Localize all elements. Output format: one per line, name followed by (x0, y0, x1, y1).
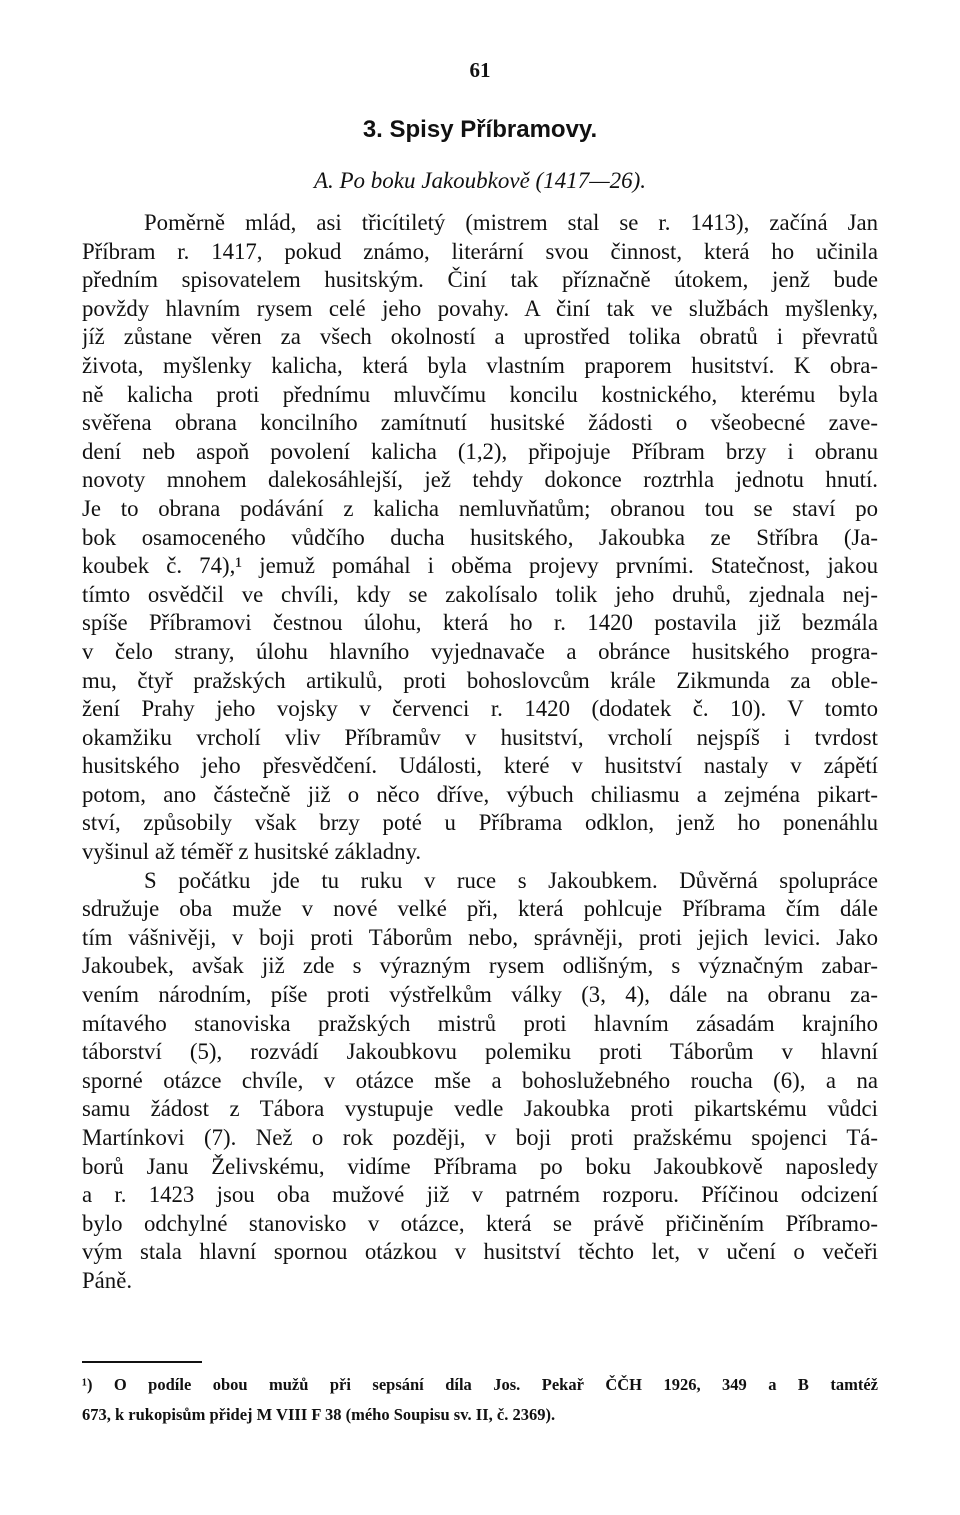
footnote-divider (82, 1361, 202, 1363)
text-line: a r. 1423 jsou oba mužové již v patrném rozporu. Příčinou odcizení (82, 1182, 878, 1208)
text-line: vením národním, píše proti výstřelkům války (3, 4), dále na obranu za- (82, 982, 878, 1008)
text-line: ství, způsobily však brzy poté u Příbrama odklon, jenž ho ponenáhlu (82, 810, 878, 836)
text-line: borů Janu Želivskému, vidíme Příbrama po boku Jakoubkově naposledy (82, 1153, 878, 1179)
text-line: husitského jeho přesvědčení. Události, které v husitství nastaly v zápětí (82, 753, 878, 779)
text-line: sdružuje oba muže v nové velké při, která pohlcuje Příbrama čím dále (82, 896, 878, 922)
text-line: sporné otázce chvíle, v otázce mše a bohoslužebného roucha (6), a na (82, 1067, 878, 1093)
text-line: mu, čtyř pražských artikulů, proti bohoslovcům krále Zikmunda za oble- (82, 667, 878, 693)
text-line: mítavého stanoviska pražských mistrů proti hlavním zásadám krajního (82, 1010, 878, 1036)
text-line: v čelo strany, úlohu hlavního vyjednavače a obránce husitského progra- (82, 638, 878, 664)
footnote (82, 1370, 878, 1430)
text-line: Je to obrana podávání z kalicha nemluvňatům; obranou tou se staví po (82, 495, 878, 521)
text-line: potom, ano částečně již o něco dříve, výbuch chiliasmu a zejména pikart- (82, 781, 878, 807)
text-line: jíž zůstane věren za všech okolností a uprostřed tolika obratů i převratů (82, 324, 878, 350)
subsection-title-text: A. Po boku Jakoubkově (1417—26). (313, 168, 647, 193)
text-line: vyšinul až téměř z husitské základny. (82, 839, 422, 865)
text-line: Jakoubek, avšak již zde s výrazným rysem odlišným, s význačným zabar- (82, 953, 878, 979)
text-line: Martínkovi (7). Než o rok později, v boji proti pražskému spojenci Tá- (82, 1125, 878, 1150)
text-line: vým stala hlavní spornou otázkou v husitství těchto let, v učení o večeři (82, 1239, 878, 1265)
text-line: svěřena obrana koncilního zamítnutí husitské žádosti o všeobecné zave- (82, 410, 878, 436)
text-line: Páně. (82, 1267, 133, 1293)
text-line: žení Prahy jeho vojsky v červenci r. 1420 (dodatek č. 10). V tomto (82, 696, 878, 722)
section-title: 3. Spisy Příbramovy. (362, 116, 598, 143)
text-line: tím vášnivěji, v boji proti Táborům nebo, správněji, proti jejich levici. Jako (82, 924, 878, 950)
footnote-line: 673, k rukopisům přidej M VIII F 38 (mého Soupisu sv. II, č. 2369). (82, 1405, 556, 1424)
text-line: bylo odchylné stanovisko v otázce, která se právě přičiněním Příbramo- (82, 1210, 878, 1236)
text-line: táborství (5), rozvádí Jakoubkovu polemiku proti Táborům v hlavní (82, 1039, 878, 1065)
text-line: samu žádost z Tábora vystupuje vedle Jakoubka proti pikartskému vůdci (82, 1096, 878, 1122)
body-text (82, 209, 878, 1296)
text-line: života, myšlenky kalicha, která byla vlastním praporem husitství. K obra- (82, 352, 878, 378)
text-line: spíše Příbramovi čestnou úlohu, která ho r. 1420 postavila již bezmála (82, 610, 878, 636)
text-line: Poměrně mlád, asi třicítiletý (mistrem stal se r. 1413), začíná Jan (144, 210, 878, 235)
text-line: S počátku jde tu ruku v ruce s Jakoubkem. Důvěrná spolupráce (144, 867, 878, 893)
text-line: ně kalicha proti přednímu mluvčímu koncilu kostnického, kterému byla (82, 381, 878, 407)
text-line: povždy hlavním rysem celé jeho povahy. A činí tak ve službách myšlenky, (82, 295, 878, 321)
subsection-title (82, 168, 878, 194)
text-line: okamžiku vrcholí vliv Příbramův v husitství, vrcholí nejspíš i tvrdost (82, 724, 878, 750)
text-line: dení neb aspoň povolení kalicha (1,2), připojuje Příbram brzy i obranu (82, 438, 878, 464)
text-line: Příbram r. 1417, pokud známo, literární svou činnost, která ho učinila (82, 238, 878, 264)
footnote-line: ¹) O podíle obou mužů při sepsání díla Jos. Pekař ČČH 1926, 349 a B tamtéž (82, 1375, 878, 1394)
text-line: koubek č. 74),¹ jemuž pomáhal i oběma projevy prvními. Statečnost, jakou (82, 553, 878, 579)
text-line: předním spisovatelem husitským. Činí tak příznačně útokem, jenž bude (82, 267, 878, 293)
text-line: bok osamoceného vůdčího ducha husitského, Jakoubka ze Stříbra (Ja- (82, 524, 878, 550)
text-line: tímto osvědčil ve chvíli, kdy se zakolísalo tolik jeho druhů, zjednala nej- (82, 581, 878, 607)
page-number: 61 (469, 58, 491, 82)
text-line: novoty mnohem dalekosáhlejší, jež tehdy dokonce roztrhla jednotu hnutí. (82, 467, 878, 493)
